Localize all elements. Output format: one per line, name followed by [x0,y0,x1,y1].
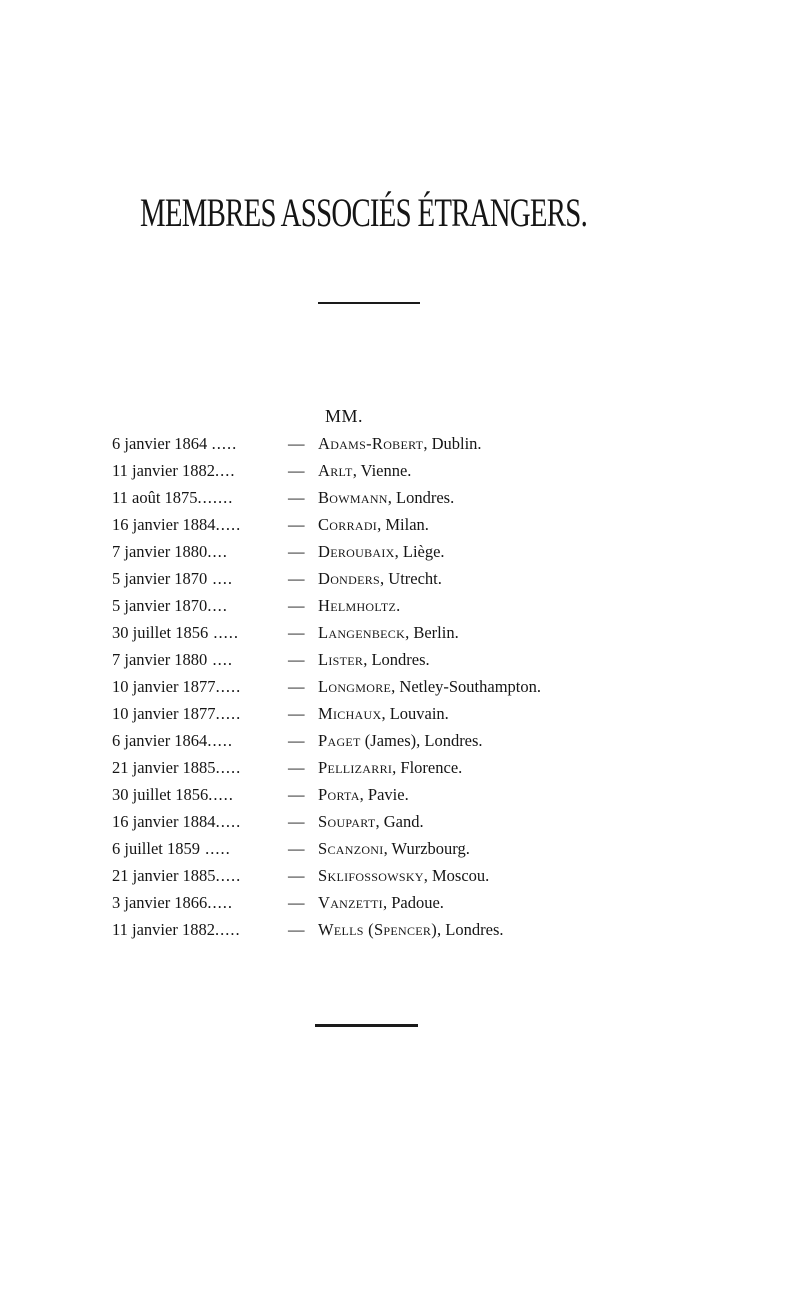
member-date-text: 7 janvier 1880 [112,542,208,561]
member-date-text: 3 janvier 1866 [112,893,208,912]
member-date-text: 5 janvier 1870 [112,569,208,588]
member-date-text: 21 janvier 1885 [112,866,216,885]
member-date-text: 7 janvier 1880 [112,650,208,669]
member-date-text: 11 janvier 1882 [112,920,215,939]
em-dash: — [288,812,305,831]
member-location: , Padoue. [382,893,444,912]
leader-dots: ..... [214,920,241,939]
member-location: , Netley-Southampton. [391,677,542,696]
member-entry [318,592,400,619]
leader-dots: ..... [215,866,242,885]
member-surname: Wells (Spencer) [318,920,438,939]
em-dash: — [288,758,305,777]
member-location: , Wurzbourg. [383,839,470,858]
leader-dots: ....... [197,488,234,507]
member-row [0,673,800,700]
leader-dots: ..... [200,839,231,858]
leader-dots: ..... [215,704,242,723]
em-dash: — [288,650,305,669]
member-row [0,565,800,592]
member-location: , Florence. [392,758,463,777]
member-row [0,592,800,619]
member-location: . [396,596,401,615]
member-date [112,646,284,673]
member-date [112,538,284,565]
em-dash: — [288,839,305,858]
member-row [0,457,800,484]
leader-dots: ..... [215,515,242,534]
member-row [0,835,800,862]
member-date [112,565,284,592]
member-row [0,700,800,727]
mm-label: MM. [325,406,364,426]
member-date-text: 5 janvier 1870 [112,596,208,615]
em-dash: — [288,461,305,480]
member-surname: Corradi [318,515,378,534]
member-location: , Berlin. [405,623,459,642]
member-row [0,862,800,889]
member-entry [318,835,470,862]
leader-dots: .... [207,569,233,588]
member-entry [318,538,445,565]
top-divider-rule [318,302,420,304]
member-surname: Langenbeck [318,623,406,642]
member-date-text: 21 janvier 1885 [112,758,216,777]
leader-dots: ..... [208,623,239,642]
member-entry [318,727,483,754]
member-date-text: 6 janvier 1864 [112,434,208,453]
member-date-text: 16 janvier 1884 [112,515,216,534]
member-surname: Vanzetti [318,893,383,912]
member-entry [318,862,489,889]
member-row [0,484,800,511]
member-date-text: 11 janvier 1882 [112,461,215,480]
member-surname: Michaux [318,704,382,723]
member-date-text: 16 janvier 1884 [112,812,216,831]
em-dash: — [288,677,305,696]
em-dash: — [288,488,305,507]
em-dash: — [288,623,305,642]
member-date [112,781,284,808]
leader-dots: ..... [215,677,242,696]
member-entry [318,430,482,457]
member-entry [318,808,424,835]
member-date-text: 30 juillet 1856 [112,785,209,804]
member-date [112,511,284,538]
member-date [112,484,284,511]
leader-dots: .... [207,542,228,561]
em-dash: — [288,785,305,804]
leader-dots: ..... [215,758,242,777]
member-surname: Scanzoni [318,839,384,858]
member-surname: Paget [318,731,361,750]
leader-dots: .... [207,650,233,669]
member-surname: Helmholtz [318,596,397,615]
em-dash: — [288,920,305,939]
member-date [112,862,284,889]
member-location: , Louvain. [381,704,449,723]
member-location: , Vienne. [352,461,412,480]
member-date [112,673,284,700]
member-row [0,916,800,943]
member-date [112,835,284,862]
member-surname: Soupart [318,812,376,831]
member-location: , Gand. [375,812,424,831]
em-dash: — [288,569,305,588]
member-entry [318,511,429,538]
bottom-divider-rule [315,1024,418,1027]
member-entry [318,484,454,511]
member-date-text: 6 juillet 1859 [112,839,200,858]
member-location: , Moscou. [423,866,490,885]
member-entry [318,916,504,943]
member-date-text: 6 janvier 1864 [112,731,208,750]
leader-dots: .... [207,596,228,615]
member-row [0,754,800,781]
member-entry [318,700,449,727]
member-date [112,727,284,754]
member-date [112,430,284,457]
member-surname: Porta [318,785,360,804]
member-surname: Pellizarri [318,758,393,777]
em-dash: — [288,434,305,453]
member-location: , Utrecht. [380,569,442,588]
member-row [0,511,800,538]
member-date-text: 10 janvier 1877 [112,704,216,723]
member-date-text: 11 août 1875 [112,488,198,507]
member-row [0,538,800,565]
member-surname: Sklifossowsky [318,866,424,885]
member-location: , Milan. [377,515,429,534]
member-date [112,700,284,727]
member-date [112,754,284,781]
member-entry [318,619,459,646]
member-entry [318,457,411,484]
member-entry [318,781,409,808]
member-surname: Adams-Robert [318,434,424,453]
member-surname: Deroubaix [318,542,395,561]
member-location: , Pavie. [359,785,409,804]
member-location: (James), Londres. [360,731,483,750]
page-title-container [0,188,800,238]
em-dash: — [288,704,305,723]
member-date [112,889,284,916]
member-surname: Lister [318,650,364,669]
em-dash: — [288,515,305,534]
member-location: , Dublin. [423,434,482,453]
member-surname: Donders [318,569,381,588]
member-entry [318,889,444,916]
member-surname: Bowmann [318,488,388,507]
leader-dots: ..... [207,434,238,453]
member-location: , Londres. [363,650,430,669]
member-row [0,781,800,808]
member-row [0,646,800,673]
em-dash: — [288,731,305,750]
em-dash: — [288,596,305,615]
member-date [112,457,284,484]
member-row [0,889,800,916]
member-entry [318,646,430,673]
member-location: , Londres. [437,920,504,939]
member-entry [318,754,462,781]
leader-dots: .... [214,461,236,480]
member-date-text: 30 juillet 1856 [112,623,209,642]
member-row [0,430,800,457]
em-dash: — [288,866,305,885]
member-row [0,808,800,835]
leader-dots: ..... [207,893,233,912]
member-entry [318,565,442,592]
member-row [0,727,800,754]
member-date [112,619,284,646]
page-title: MEMBRES ASSOCIÉS ÉTRANGERS. [140,190,588,235]
member-date [112,916,284,943]
member-row [0,619,800,646]
leader-dots: ..... [208,785,234,804]
member-surname: Longmore [318,677,392,696]
member-entry [318,673,541,700]
member-date [112,808,284,835]
member-date-text: 10 janvier 1877 [112,677,216,696]
member-location: , Liège. [394,542,445,561]
member-location: , Londres. [387,488,455,507]
leader-dots: ..... [215,812,242,831]
leader-dots: ..... [207,731,233,750]
em-dash: — [288,542,305,561]
member-date [112,592,284,619]
member-surname: Arlt [318,461,353,480]
em-dash: — [288,893,305,912]
